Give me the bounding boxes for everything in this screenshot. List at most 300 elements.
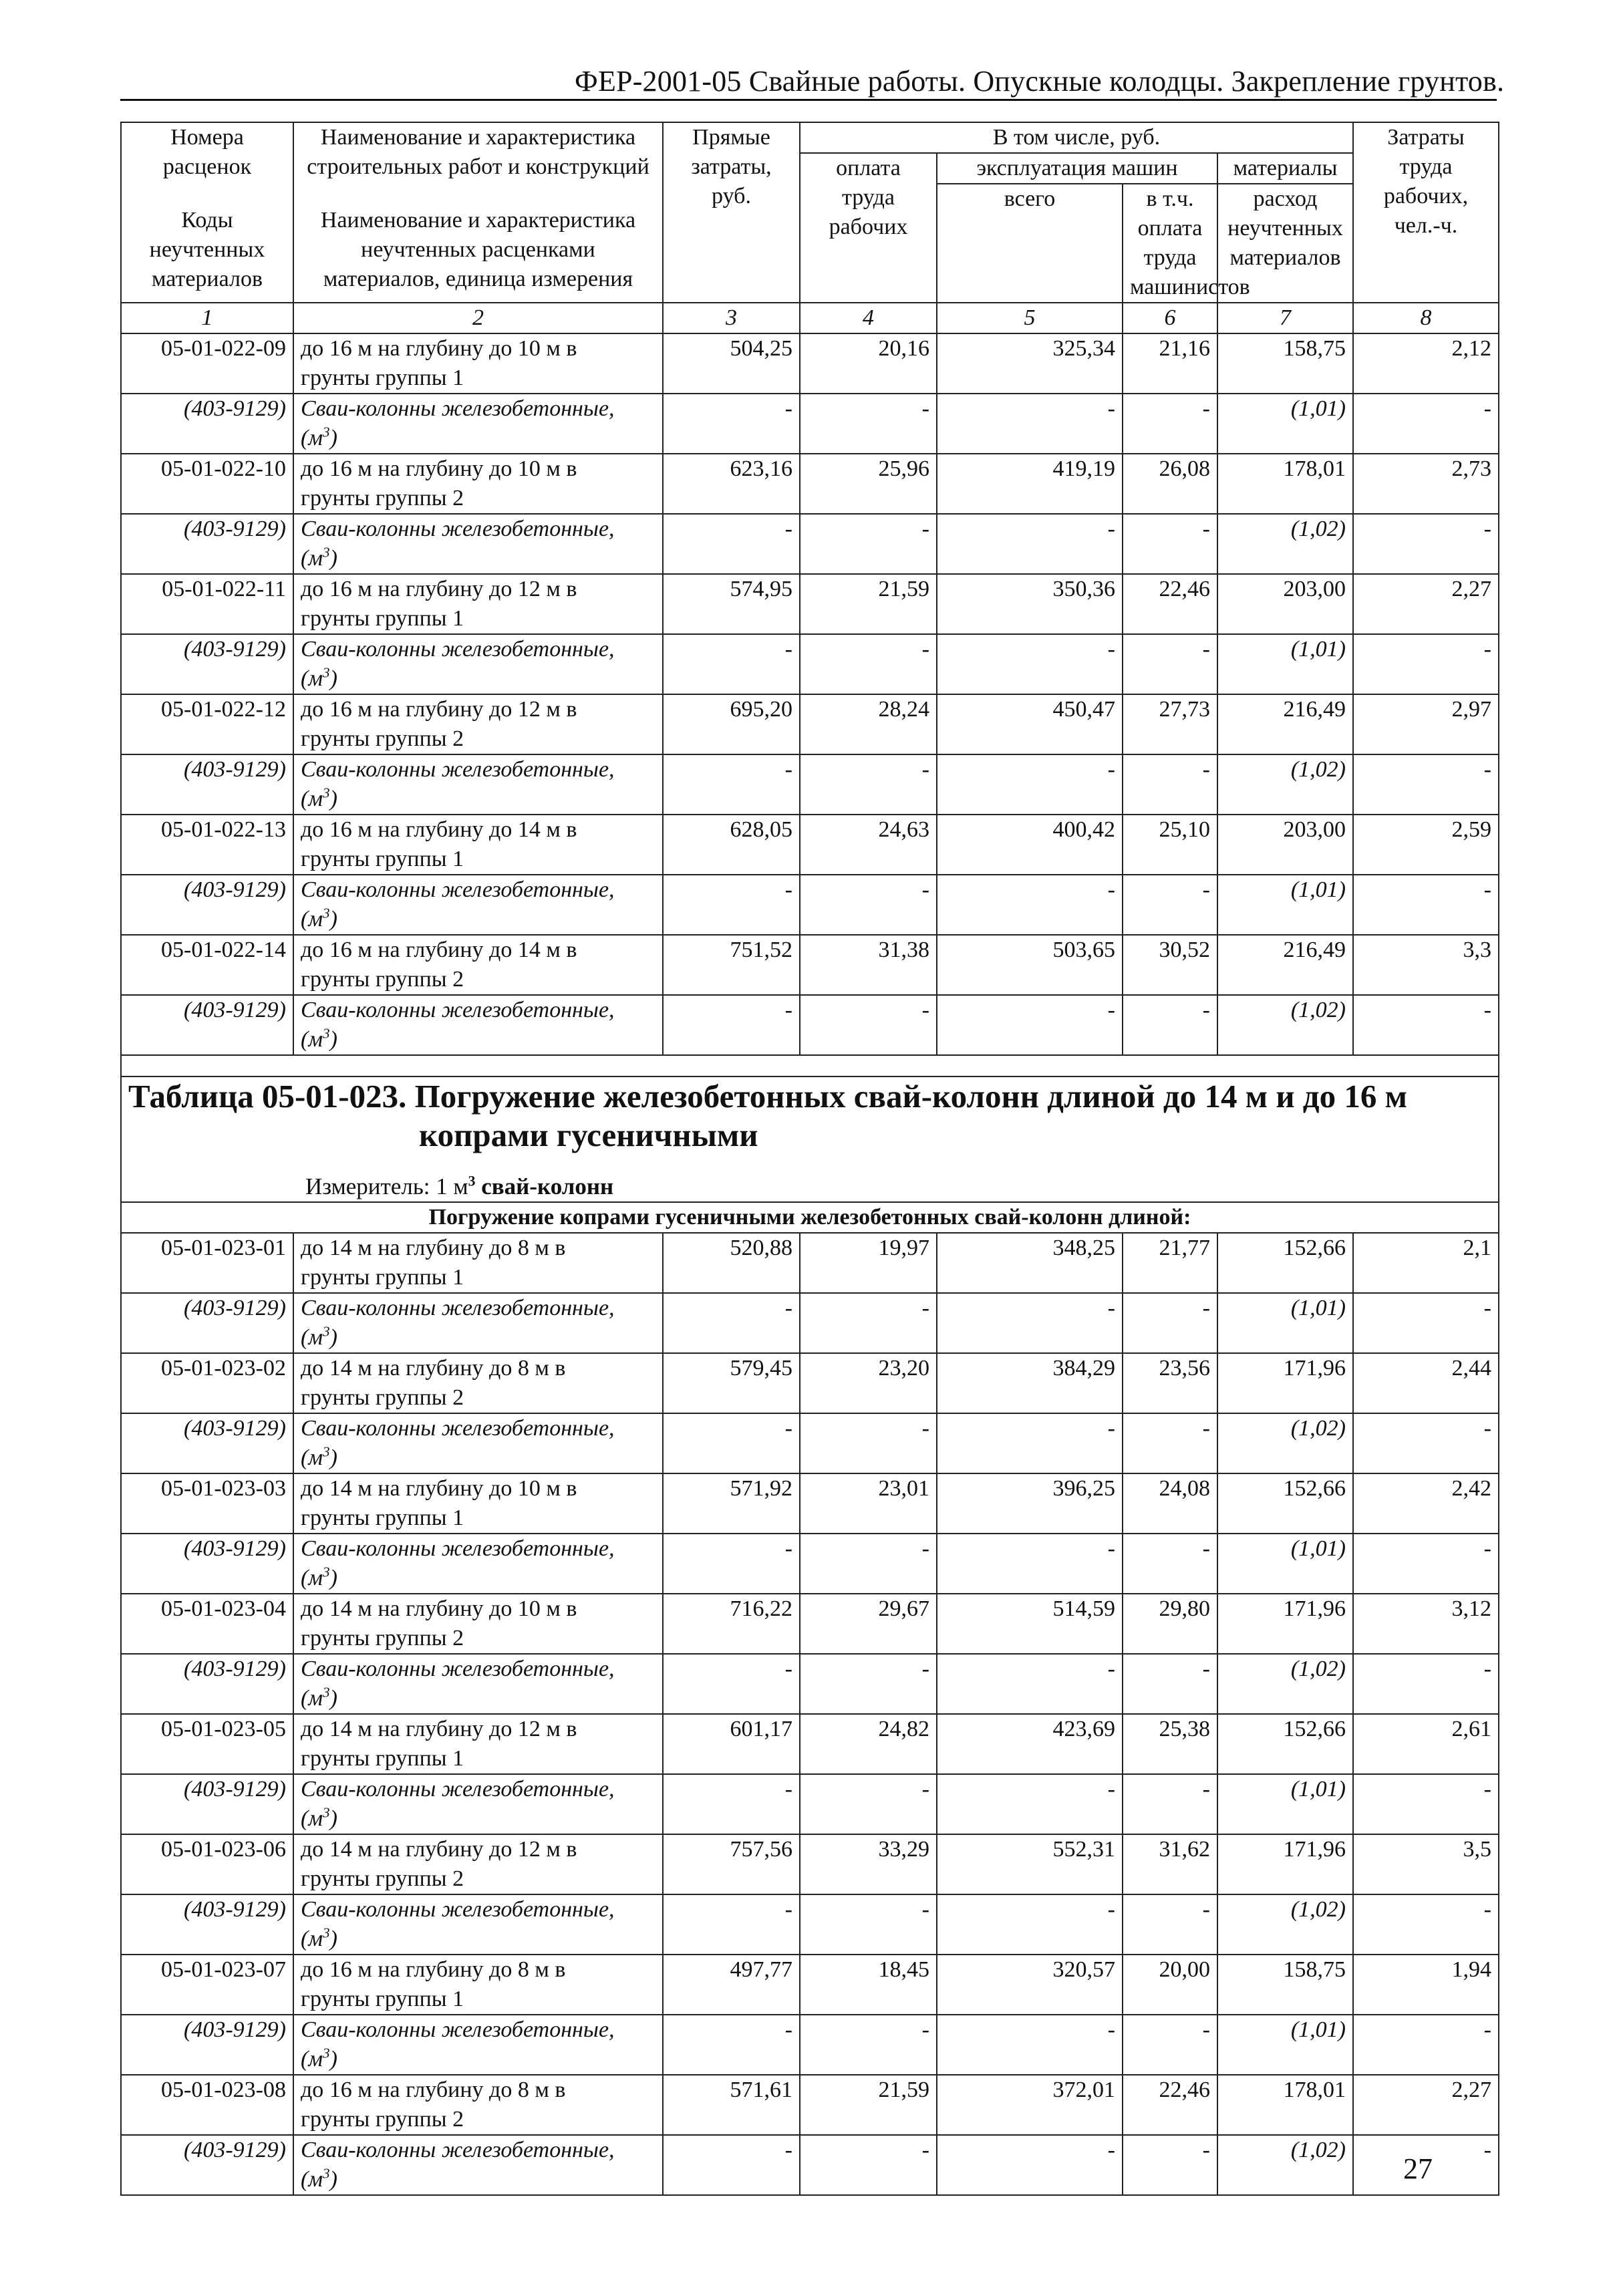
material-dash: -	[663, 514, 800, 574]
direct-costs: 574,95	[663, 574, 800, 634]
material-name	[293, 1534, 663, 1594]
material-name	[293, 1894, 663, 1955]
material-dash: -	[1353, 1894, 1499, 1955]
material-dash: -	[800, 514, 937, 574]
material-dash: -	[800, 995, 937, 1055]
material-dash: -	[663, 1293, 800, 1353]
material-unit	[301, 1684, 655, 1713]
material-dash: -	[1353, 1654, 1499, 1714]
col-header-direct-costs: Прямые затраты, руб.	[663, 122, 800, 303]
material-name-text: Сваи-колонны железобетонные,	[301, 998, 615, 1022]
material-unit-text: (м	[301, 1926, 323, 1951]
workers-wages: 18,45	[800, 1955, 937, 2015]
rate-row	[121, 694, 1499, 754]
rate-name-line: грунты группы 1	[301, 1746, 464, 1771]
material-name	[293, 2135, 663, 2195]
labor-hours: 2,27	[1353, 2075, 1499, 2135]
material-dash: -	[800, 754, 937, 815]
material-dash: -	[800, 1293, 937, 1353]
material-name-text: Сваи-колонны железобетонные,	[301, 1897, 615, 1922]
material-dash: -	[800, 394, 937, 454]
workers-wages: 21,59	[800, 2075, 937, 2135]
material-quantity: (1,02)	[1217, 1654, 1353, 1714]
unit-superscript: 3	[323, 1025, 330, 1042]
material-code: (403-9129)	[121, 1534, 293, 1594]
rate-row	[121, 1353, 1499, 1413]
materials-cost: 178,01	[1217, 2075, 1353, 2135]
material-dash: -	[1123, 1534, 1217, 1594]
material-unit-text: (м	[301, 2047, 323, 2071]
material-quantity: (1,02)	[1217, 2135, 1353, 2195]
material-dash: -	[1123, 1654, 1217, 1714]
rate-code: 05-01-023-01	[121, 1233, 293, 1293]
material-name	[293, 1413, 663, 1473]
material-dash: -	[937, 875, 1123, 935]
material-dash: -	[663, 754, 800, 815]
running-title: ФЕР-2001-05 Свайные работы. Опускные колодцы. Закрепление грунтов.	[575, 65, 1505, 98]
material-name	[293, 995, 663, 1055]
rate-name	[293, 1353, 663, 1413]
material-unit-text: (м	[301, 2167, 323, 2192]
direct-costs: 695,20	[663, 694, 800, 754]
material-dash: -	[1353, 514, 1499, 574]
labor-hours: 3,12	[1353, 1594, 1499, 1654]
rate-row	[121, 333, 1499, 394]
rate-name-line: до 16 м на глубину до 14 м в	[301, 938, 577, 962]
rate-row	[121, 1834, 1499, 1894]
unit-close-paren: )	[329, 786, 337, 811]
unit-superscript: 3	[323, 784, 330, 801]
material-unit	[301, 1804, 655, 1834]
col-header-group-all: В том числе, руб.	[800, 122, 1353, 153]
col-number-4: 4	[800, 303, 937, 333]
materials-cost: 171,96	[1217, 1594, 1353, 1654]
rate-name	[293, 2075, 663, 2135]
unit-superscript: 3	[323, 2165, 330, 2182]
unit-superscript: 3	[323, 1564, 330, 1580]
col-number-8: 8	[1353, 303, 1499, 333]
material-quantity: (1,01)	[1217, 634, 1353, 694]
table-title-row	[121, 1077, 1499, 1202]
col-number-5: 5	[937, 303, 1123, 333]
rate-name-line: грунты группы 2	[301, 1385, 464, 1410]
rate-name	[293, 454, 663, 514]
materials-cost: 216,49	[1217, 694, 1353, 754]
rate-name	[293, 1594, 663, 1654]
labor-hours: 2,27	[1353, 574, 1499, 634]
material-dash: -	[800, 1894, 937, 1955]
material-code: (403-9129)	[121, 2135, 293, 2195]
labor-hours: 2,44	[1353, 1353, 1499, 1413]
rate-name-line: грунты группы 1	[301, 847, 464, 871]
labor-hours: 2,97	[1353, 694, 1499, 754]
table-title-line1: Таблица 05-01-023. Погружение железобетонных свай-колонн длиной до 14 м и до 16 м	[128, 1078, 1407, 1115]
col-header-names	[293, 122, 663, 303]
material-unit	[301, 905, 655, 934]
unit-close-paren: )	[329, 1445, 337, 1470]
material-name-text: Сваи-колонны железобетонные,	[301, 637, 615, 662]
material-name	[293, 1293, 663, 1353]
material-code: (403-9129)	[121, 1413, 293, 1473]
col-header-codes	[121, 122, 293, 303]
material-dash: -	[1353, 875, 1499, 935]
drivers-wages: 30,52	[1123, 935, 1217, 995]
material-dash: -	[937, 1774, 1123, 1834]
material-code: (403-9129)	[121, 634, 293, 694]
rate-row	[121, 574, 1499, 634]
rate-name	[293, 333, 663, 394]
material-dash: -	[1353, 634, 1499, 694]
material-unit-text: (м	[301, 1445, 323, 1470]
unit-close-paren: )	[329, 666, 337, 691]
unit-superscript: 3	[323, 1924, 330, 1941]
material-dash: -	[937, 995, 1123, 1055]
rate-name-line: до 16 м на глубину до 8 м в	[301, 2077, 566, 2102]
col-header-labor-costs: Затраты труда рабочих, чел.-ч.	[1353, 122, 1499, 303]
rate-code: 05-01-023-04	[121, 1594, 293, 1654]
rate-name-line: до 14 м на глубину до 12 м в	[301, 1837, 577, 1862]
material-dash: -	[1353, 1534, 1499, 1594]
machines-total: 325,34	[937, 333, 1123, 394]
material-dash: -	[937, 1413, 1123, 1473]
material-dash: -	[1123, 2015, 1217, 2075]
material-name-text: Сваи-колонны железобетонные,	[301, 2138, 615, 2162]
material-dash: -	[800, 2135, 937, 2195]
material-dash: -	[1123, 995, 1217, 1055]
material-row	[121, 1774, 1499, 1834]
material-dash: -	[937, 2135, 1123, 2195]
workers-wages: 33,29	[800, 1834, 937, 1894]
material-name	[293, 875, 663, 935]
direct-costs: 623,16	[663, 454, 800, 514]
material-code: (403-9129)	[121, 875, 293, 935]
drivers-wages: 25,10	[1123, 815, 1217, 875]
workers-wages: 23,20	[800, 1353, 937, 1413]
material-row	[121, 1293, 1499, 1353]
material-code: (403-9129)	[121, 394, 293, 454]
rate-row	[121, 935, 1499, 995]
material-unit-text: (м	[301, 546, 323, 571]
col-header-group-materials: материалы	[1217, 153, 1353, 184]
material-code: (403-9129)	[121, 514, 293, 574]
materials-cost: 171,96	[1217, 1353, 1353, 1413]
material-row	[121, 634, 1499, 694]
material-dash: -	[1123, 1774, 1217, 1834]
materials-cost: 152,66	[1217, 1233, 1353, 1293]
material-dash: -	[1123, 634, 1217, 694]
materials-cost: 152,66	[1217, 1714, 1353, 1774]
drivers-wages: 21,77	[1123, 1233, 1217, 1293]
machines-total: 423,69	[937, 1714, 1123, 1774]
rate-name-line: грунты группы 2	[301, 2107, 464, 2132]
material-unit	[301, 664, 655, 694]
unit-superscript: 3	[323, 905, 330, 921]
rate-name-line: до 14 м на глубину до 8 м в	[301, 1236, 566, 1260]
col-number-7: 7	[1217, 303, 1353, 333]
rate-name-line: грунты группы 1	[301, 1265, 464, 1290]
rate-name-line: грунты группы 2	[301, 726, 464, 751]
rate-row	[121, 1714, 1499, 1774]
rate-name-line: до 16 м на глубину до 12 м в	[301, 577, 577, 601]
col-header-work-name: Наименование и характеристика строительных работ и конструкций	[307, 125, 649, 179]
material-dash: -	[663, 1654, 800, 1714]
material-dash: -	[1353, 1293, 1499, 1353]
col-number-3: 3	[663, 303, 800, 333]
machines-total: 384,29	[937, 1353, 1123, 1413]
machines-total: 400,42	[937, 815, 1123, 875]
workers-wages: 28,24	[800, 694, 937, 754]
direct-costs: 571,61	[663, 2075, 800, 2135]
unit-superscript: 3	[323, 1684, 330, 1701]
material-dash: -	[663, 1534, 800, 1594]
rate-name	[293, 1955, 663, 2015]
material-unit	[301, 1025, 655, 1054]
material-unit-text: (м	[301, 1325, 323, 1350]
unit-close-paren: )	[329, 1027, 337, 1052]
material-quantity: (1,01)	[1217, 875, 1353, 935]
material-dash: -	[1123, 754, 1217, 815]
drivers-wages: 29,80	[1123, 1594, 1217, 1654]
material-name	[293, 634, 663, 694]
material-unit	[301, 2045, 655, 2074]
rate-row	[121, 1594, 1499, 1654]
material-dash: -	[1353, 394, 1499, 454]
rate-name-line: до 16 м на глубину до 12 м в	[301, 697, 577, 722]
measure-superscript: 3	[468, 1173, 476, 1189]
material-unit-text: (м	[301, 1566, 323, 1590]
rate-name-line: до 16 м на глубину до 10 м в	[301, 336, 577, 361]
material-code: (403-9129)	[121, 754, 293, 815]
rate-code: 05-01-023-02	[121, 1353, 293, 1413]
direct-costs: 751,52	[663, 935, 800, 995]
rate-code: 05-01-023-03	[121, 1473, 293, 1534]
table-gap-cell	[121, 1055, 1499, 1077]
unit-close-paren: )	[329, 2047, 337, 2071]
rate-name-line: до 14 м на глубину до 10 м в	[301, 1596, 577, 1621]
materials-cost: 203,00	[1217, 574, 1353, 634]
direct-costs: 571,92	[663, 1473, 800, 1534]
material-row	[121, 875, 1499, 935]
col-header-wages: оплата труда рабочих	[800, 153, 937, 303]
materials-cost: 158,75	[1217, 333, 1353, 394]
rate-name-line: грунты группы 1	[301, 1505, 464, 1530]
materials-cost: 152,66	[1217, 1473, 1353, 1534]
unit-superscript: 3	[323, 1443, 330, 1460]
rate-name-line: до 14 м на глубину до 10 м в	[301, 1476, 577, 1501]
material-quantity: (1,01)	[1217, 394, 1353, 454]
direct-costs: 579,45	[663, 1353, 800, 1413]
labor-hours: 3,3	[1353, 935, 1499, 995]
material-code: (403-9129)	[121, 1654, 293, 1714]
rate-name-line: грунты группы 1	[301, 366, 464, 390]
material-row	[121, 2015, 1499, 2075]
material-unit-text: (м	[301, 1806, 323, 1831]
material-dash: -	[663, 2135, 800, 2195]
material-quantity: (1,02)	[1217, 995, 1353, 1055]
drivers-wages: 27,73	[1123, 694, 1217, 754]
material-dash: -	[1123, 2135, 1217, 2195]
workers-wages: 24,82	[800, 1714, 937, 1774]
col-number-1: 1	[121, 303, 293, 333]
unit-superscript: 3	[323, 1804, 330, 1821]
drivers-wages: 21,16	[1123, 333, 1217, 394]
material-unit	[301, 1924, 655, 1954]
direct-costs: 716,22	[663, 1594, 800, 1654]
material-unit	[301, 424, 655, 453]
material-row	[121, 1534, 1499, 1594]
materials-cost: 216,49	[1217, 935, 1353, 995]
workers-wages: 25,96	[800, 454, 937, 514]
col-header-material-name: Наименование и характеристика неучтенных расценками материалов, единица измерения	[320, 208, 636, 291]
material-unit	[301, 784, 655, 814]
col-header-drivers-wages: в т.ч. оплата труда машинистов	[1123, 184, 1217, 303]
measure-unit	[128, 1172, 1491, 1201]
page-number: 27	[1403, 2152, 1433, 2185]
rate-name	[293, 574, 663, 634]
workers-wages: 19,97	[800, 1233, 937, 1293]
material-name-text: Сваи-колонны железобетонные,	[301, 2017, 615, 2042]
material-dash: -	[937, 514, 1123, 574]
material-dash: -	[800, 1413, 937, 1473]
material-unit-text: (м	[301, 666, 323, 691]
drivers-wages: 24,08	[1123, 1473, 1217, 1534]
material-row	[121, 1894, 1499, 1955]
rate-code: 05-01-022-10	[121, 454, 293, 514]
direct-costs: 628,05	[663, 815, 800, 875]
labor-hours: 2,59	[1353, 815, 1499, 875]
rate-code: 05-01-022-11	[121, 574, 293, 634]
material-dash: -	[1123, 1413, 1217, 1473]
material-name-text: Сваи-колонны железобетонные,	[301, 517, 615, 541]
direct-costs: 757,56	[663, 1834, 800, 1894]
material-unit	[301, 1323, 655, 1352]
table-title-line2: копрами гусеничными	[419, 1117, 758, 1153]
material-name-text: Сваи-колонны железобетонные,	[301, 396, 615, 421]
unit-close-paren: )	[329, 1806, 337, 1831]
rate-name-line: до 16 м на глубину до 8 м в	[301, 1957, 566, 1982]
unit-close-paren: )	[329, 1926, 337, 1951]
rate-row	[121, 1955, 1499, 2015]
material-dash: -	[800, 875, 937, 935]
drivers-wages: 22,46	[1123, 574, 1217, 634]
unit-close-paren: )	[329, 426, 337, 450]
machines-total: 372,01	[937, 2075, 1123, 2135]
section-subheader-row	[121, 1202, 1499, 1233]
section-subheader: Погружение копрами гусеничными железобетонных свай-колонн длиной:	[121, 1202, 1499, 1233]
material-code: (403-9129)	[121, 1894, 293, 1955]
material-dash: -	[1123, 514, 1217, 574]
material-dash: -	[663, 875, 800, 935]
rate-code: 05-01-023-07	[121, 1955, 293, 2015]
material-row	[121, 754, 1499, 815]
material-dash: -	[937, 754, 1123, 815]
rate-row	[121, 454, 1499, 514]
material-unit-text: (м	[301, 1027, 323, 1052]
direct-costs: 497,77	[663, 1955, 800, 2015]
material-dash: -	[937, 1894, 1123, 1955]
rate-row	[121, 2075, 1499, 2135]
materials-cost: 203,00	[1217, 815, 1353, 875]
material-name	[293, 1654, 663, 1714]
material-quantity: (1,01)	[1217, 1293, 1353, 1353]
material-unit	[301, 1443, 655, 1473]
rate-code: 05-01-022-13	[121, 815, 293, 875]
material-dash: -	[663, 1413, 800, 1473]
col-header-materials-usage: расход неучтенных материалов	[1217, 184, 1353, 303]
material-dash: -	[1353, 995, 1499, 1055]
material-dash: -	[800, 634, 937, 694]
material-name-text: Сваи-колонны железобетонные,	[301, 1536, 615, 1561]
rate-name-line: грунты группы 2	[301, 967, 464, 992]
material-name	[293, 754, 663, 815]
material-dash: -	[663, 1774, 800, 1834]
unit-superscript: 3	[323, 424, 330, 440]
measure-tail: свай-колонн	[475, 1173, 614, 1199]
labor-hours: 2,1	[1353, 1233, 1499, 1293]
workers-wages: 20,16	[800, 333, 937, 394]
direct-costs: 504,25	[663, 333, 800, 394]
col-number-2: 2	[293, 303, 663, 333]
rate-code: 05-01-022-09	[121, 333, 293, 394]
labor-hours: 3,5	[1353, 1834, 1499, 1894]
material-dash: -	[1353, 1413, 1499, 1473]
unit-close-paren: )	[329, 2167, 337, 2192]
material-quantity: (1,01)	[1217, 1534, 1353, 1594]
material-row	[121, 995, 1499, 1055]
rate-name	[293, 1473, 663, 1534]
rate-name	[293, 815, 663, 875]
unit-close-paren: )	[329, 1686, 337, 1711]
material-code: (403-9129)	[121, 1293, 293, 1353]
header-rule	[120, 99, 1497, 101]
rate-name-line: до 14 м на глубину до 12 м в	[301, 1717, 577, 1741]
material-dash: -	[1123, 394, 1217, 454]
drivers-wages: 31,62	[1123, 1834, 1217, 1894]
material-dash: -	[1353, 754, 1499, 815]
machines-total: 514,59	[937, 1594, 1123, 1654]
material-unit-text: (м	[301, 907, 323, 931]
material-dash: -	[1123, 1293, 1217, 1353]
material-dash: -	[1353, 2135, 1499, 2195]
material-name-text: Сваи-колонны железобетонные,	[301, 877, 615, 902]
col-header-group-machines: эксплуатация машин	[937, 153, 1217, 184]
rate-name	[293, 935, 663, 995]
material-dash: -	[663, 2015, 800, 2075]
rate-code: 05-01-023-05	[121, 1714, 293, 1774]
labor-hours: 2,12	[1353, 333, 1499, 394]
workers-wages: 21,59	[800, 574, 937, 634]
material-dash: -	[937, 1534, 1123, 1594]
material-dash: -	[937, 1654, 1123, 1714]
rate-name-line: до 16 м на глубину до 10 м в	[301, 456, 577, 481]
material-dash: -	[663, 1894, 800, 1955]
material-unit	[301, 1564, 655, 1593]
material-dash: -	[663, 995, 800, 1055]
direct-costs: 601,17	[663, 1714, 800, 1774]
rate-code: 05-01-022-12	[121, 694, 293, 754]
material-quantity: (1,01)	[1217, 2015, 1353, 2075]
machines-total: 350,36	[937, 574, 1123, 634]
material-name	[293, 2015, 663, 2075]
col-header-material-codes: Коды неучтенных материалов	[149, 208, 265, 291]
unit-superscript: 3	[323, 2045, 330, 2061]
workers-wages: 29,67	[800, 1594, 937, 1654]
material-unit-text: (м	[301, 1686, 323, 1711]
material-dash: -	[1353, 2015, 1499, 2075]
material-dash: -	[937, 2015, 1123, 2075]
rate-row	[121, 815, 1499, 875]
material-name	[293, 514, 663, 574]
